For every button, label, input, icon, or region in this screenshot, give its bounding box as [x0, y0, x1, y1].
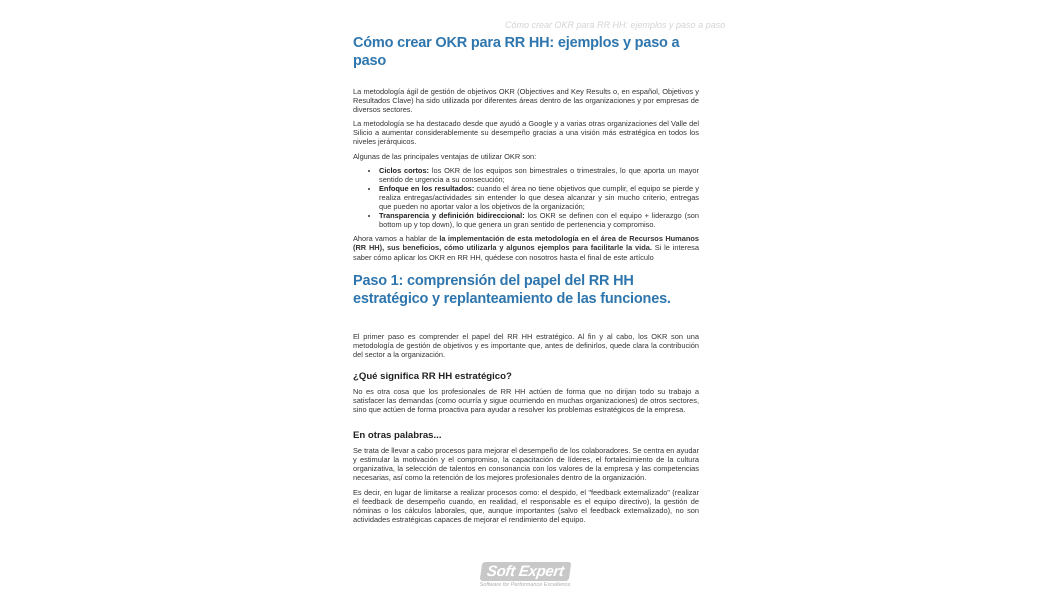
step1-heading: Paso 1: comprensión del papel del RR HH estratégico y replanteamiento de las funciones.	[353, 272, 671, 307]
intro-paragraph-3: Algunas de las principales ventajas de utilizar OKR son:	[353, 151, 537, 161]
document-content	[353, 34, 699, 529]
softexpert-logo	[470, 562, 580, 594]
benefit-item-results-focus	[379, 184, 699, 211]
benefit-term: Transparencia y definición bidireccional:	[379, 211, 525, 221]
other-words-paragraph-1: Se trata de llevar a cabo procesos para mejorar el desempeño de los colaboradores. Se centra en ayudar y estimular la motivación y el compromiso, la capacitación de líderes, el fortalecimiento de la cultura organizativa, la selección de talentos en consonancia con los valores de la empresa y las competencias necesarias, así como la retención de los mejores profesionales dentro de la organización.	[353, 446, 699, 483]
strategic-hr-heading: ¿Qué significa RR HH estratégico?	[353, 370, 512, 382]
intro-paragraph-2: La metodología se ha destacado desde que ayudó a Google y a varias otras organizaciones del Valle del Silicio a aumentar considerablemente su desempeño gracias a una visión más estratégica en todos los niveles jerárquicos.	[353, 119, 699, 147]
benefit-term: Ciclos cortos:	[379, 165, 430, 175]
strategic-hr-paragraph: No es otra cosa que los profesionales de RR HH actúen de forma que no dirijan todo su trabajo a satisfacer las demandas (como ocurría y sigue ocurriendo en muchas organizaciones) de otros sectores, sino que actúen de forma proactiva para ayudar a resolver los problemas estratégicos de la empresa.	[353, 386, 699, 415]
benefit-item-short-cycles	[379, 166, 699, 184]
document-title: Cómo crear OKR para RR HH: ejemplos y paso a paso	[353, 35, 680, 69]
benefit-term: Enfoque en los resultados:	[379, 183, 475, 193]
step1-paragraph: El primer paso es comprender el papel del RR HH estratégico. Al fin y al cabo, los OKR son una metodología de gestión de objetivos y es importante que, antes de definirlos, quede clara la contribución del sector a la organización.	[353, 331, 699, 359]
logo-wordmark: Soft Expert	[479, 562, 570, 581]
closing-part-2: Si le interesa saber cómo aplicar los OKR en RR HH, quédese con nosotros hasta el final de este artículo	[353, 243, 699, 262]
logo-tagline: Software for Performance Excellence	[479, 582, 571, 588]
benefit-text: cuando el área no tiene objetivos que cumplir, el equipo se pierde y realiza entregas/actividades sin entender lo que desea alcanzar y sin mucho criterio, entregas que pueden no aportar valor a los objetivos de la organización;	[379, 183, 700, 212]
closing-part-1: Ahora vamos a hablar de	[353, 234, 440, 244]
other-words-heading: En otras palabras...	[353, 430, 442, 442]
closing-bold: la implementación de esta metodología en el área de Recursos Humanos (RR HH), sus beneficios, cómo utilizarla y algunos ejemplos para facilitarle la vida.	[353, 234, 699, 253]
benefit-text: los OKR de los equipos son bimestrales o trimestrales, lo que aporta un mayor sentido de urgencia a su consecución;	[379, 165, 700, 184]
benefits-list	[353, 166, 699, 230]
other-words-paragraph-2: Es decir, en lugar de limitarse a realizar procesos como: el despido, el "feedback externalizado" (realizar el feedback de desempeño cuando, en realidad, el responsable es el equipo directivo), la gestión de nóminas o los cálculos laborales, que, aunque importantes (salvo el feedback externalizado), no son actividades estratégicas capaces de mejorar el rendimiento del equipo.	[353, 487, 699, 524]
intro-paragraph-1: La metodología ágil de gestión de objetivos OKR (Objectives and Key Results o, en español, Objetivos y Resultados Clave) ha sido utilizada por diferentes áreas dentro de las organizaciones y por empresas de diversos sectores.	[353, 87, 699, 115]
running-header: Cómo crear OKR para RR HH: ejemplos y paso a paso	[505, 20, 726, 30]
benefit-text: los OKR se definen con el equipo + liderazgo (son bottom up y top down), lo que genera un gran sentido de pertenencia y compromiso.	[379, 211, 699, 230]
benefit-item-transparency	[379, 211, 699, 229]
closing-paragraph	[353, 234, 699, 261]
